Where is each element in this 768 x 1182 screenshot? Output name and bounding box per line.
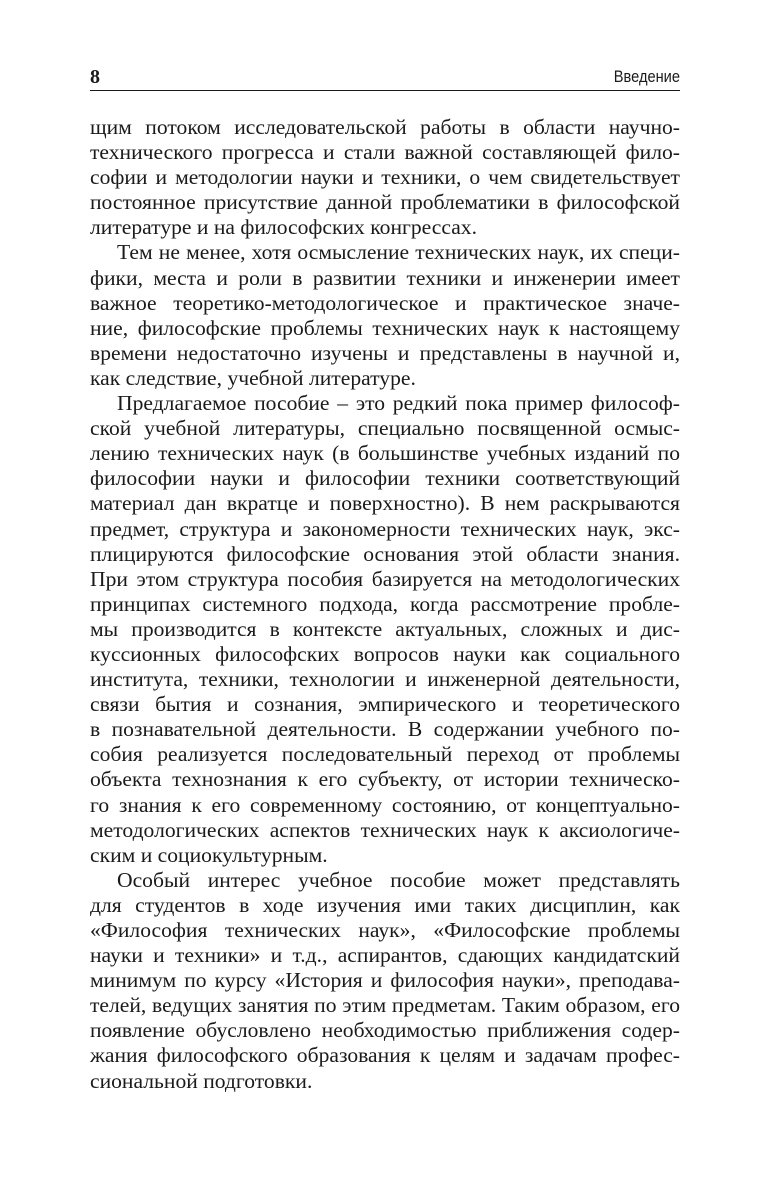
text-line: щим потоком исследовательской работы в области научно- [90,115,680,139]
text-line: лению технических наук (в большинстве учебных изданий по [90,441,680,466]
text-line: появление обусловлено необходимостью приближения содер- [90,1018,680,1043]
page-number: 8 [90,66,100,88]
text-line: связи бытия и сознания, эмпирического и теоретического [90,692,680,717]
text-line: Предлагаемое пособие – это редкий пока пример философ- [117,391,680,416]
body-text [90,115,680,1094]
text-line: ским и социокультурным. [90,842,328,867]
running-head: Введение [613,67,680,86]
text-line: материал дан вкратце и поверхностно). В нем раскрываются [90,491,680,516]
text-line: софии и методологии науки и техники, о чем свидетельствует [90,165,680,190]
text-line: телей, ведущих занятия по этим предметам. Таким образом, его [90,993,680,1018]
paragraph [90,868,680,1094]
text-line: куссионных философских вопросов науки как социального [90,641,680,666]
paragraph [90,115,680,240]
text-line: мы производится в контексте актуальных, сложных и дис- [90,616,680,641]
text-line: постоянное присутствие данной проблематики в философской [90,190,680,215]
page-header [90,64,680,91]
text-line: как следствие, учебной литературе. [90,365,416,390]
text-line: литературе и на философских конгрессах. [90,215,477,240]
text-line: Особый интерес учебное пособие может представлять [117,867,680,892]
text-line: технического прогресса и стали важной составляющей фило- [90,140,680,165]
text-line: науки и техники» и т.д., аспирантов, сдающих кандидатский [90,943,680,968]
text-line: времени недостаточно изучены и представлены в научной и, [90,340,680,365]
text-line: ние, философские проблемы технических наук к настоящему [90,315,680,340]
text-line: предмет, структура и закономерности технических наук, экс- [90,516,680,541]
text-line: плицируются философские основания этой области знания. [90,541,680,566]
text-line: минимум по курсу «История и философия науки», преподава- [90,968,680,993]
text-line: сиональной подготовки. [90,1068,313,1093]
text-line: ской учебной литературы, специально посвященной осмыс- [90,416,680,441]
text-line: в познавательной деятельности. В содержании учебного по- [90,717,680,742]
text-line: методологических аспектов технических наук к аксиологиче- [90,817,680,842]
text-line: жания философского образования к целям и задачам профес- [90,1043,680,1068]
text-line: философии науки и философии техники соответствующий [90,466,680,491]
text-line: важное теоретико-методологическое и практическое значе- [90,290,680,315]
text-line: При этом структура пособия базируется на методологических [90,566,680,591]
text-line: Тем не менее, хотя осмысление технических наук, их специ- [117,240,680,265]
text-line: фики, места и роли в развитии техники и инженерии имеет [90,265,680,290]
text-line: института, техники, технологии и инженерной деятельности, [90,667,680,692]
paragraph [90,240,680,391]
text-line: го знания к его современному состоянию, от концептуально- [90,792,680,817]
text-line: собия реализуется последовательный переход от проблемы [90,742,680,767]
text-line: «Философия технических наук», «Философские проблемы [90,918,680,942]
text-line: объекта технознания к его субъекту, от истории техническо- [90,767,680,792]
paragraph [90,391,680,868]
text-line: для студентов в ходе изучения ими таких дисциплин, как [90,892,680,917]
text-line: принципах системного подхода, когда рассмотрение пробле- [90,591,680,616]
